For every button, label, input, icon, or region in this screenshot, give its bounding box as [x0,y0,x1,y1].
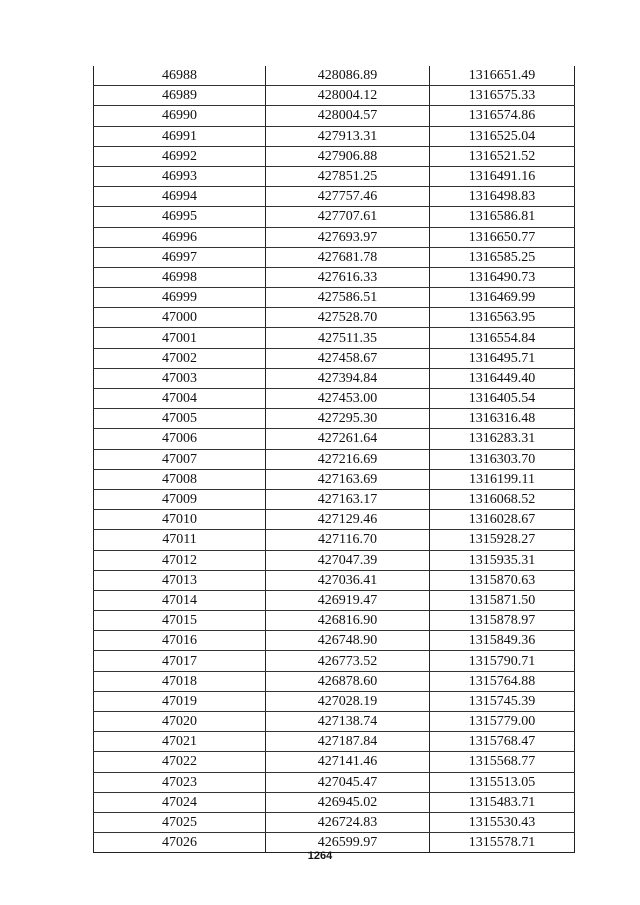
table-row [94,207,575,227]
table-row [94,611,575,631]
point-id-cell: 46991 [94,126,266,146]
table-row [94,651,575,671]
table-row [94,772,575,792]
y-coordinate-cell: 1316554.84 [430,328,575,348]
point-id-cell: 47007 [94,449,266,469]
point-id-cell: 47009 [94,489,266,509]
x-coordinate-cell: 427906.88 [266,146,430,166]
table-row [94,247,575,267]
table-row [94,86,575,106]
y-coordinate-cell: 1316498.83 [430,187,575,207]
x-coordinate-cell: 427681.78 [266,247,430,267]
table-row [94,530,575,550]
table-row [94,146,575,166]
x-coordinate-cell: 427616.33 [266,267,430,287]
y-coordinate-cell: 1315928.27 [430,530,575,550]
x-coordinate-cell: 427707.61 [266,207,430,227]
x-coordinate-cell: 427693.97 [266,227,430,247]
table-row [94,671,575,691]
x-coordinate-cell: 427851.25 [266,166,430,186]
y-coordinate-cell: 1316283.31 [430,429,575,449]
y-coordinate-cell: 1316585.25 [430,247,575,267]
point-id-cell: 47019 [94,691,266,711]
point-id-cell: 47011 [94,530,266,550]
y-coordinate-cell: 1316574.86 [430,106,575,126]
point-id-cell: 46990 [94,106,266,126]
page-number: 1264 [307,850,333,862]
table-body [94,66,575,853]
y-coordinate-cell: 1315849.36 [430,631,575,651]
x-coordinate-cell: 427453.00 [266,389,430,409]
table-row [94,187,575,207]
x-coordinate-cell: 426919.47 [266,590,430,610]
x-coordinate-cell: 427216.69 [266,449,430,469]
table-row [94,126,575,146]
x-coordinate-cell: 426816.90 [266,611,430,631]
point-id-cell: 47025 [94,812,266,832]
y-coordinate-cell: 1316303.70 [430,449,575,469]
point-id-cell: 47016 [94,631,266,651]
x-coordinate-cell: 428086.89 [266,66,430,86]
y-coordinate-cell: 1316491.16 [430,166,575,186]
table-row [94,389,575,409]
y-coordinate-cell: 1315530.43 [430,812,575,832]
x-coordinate-cell: 427163.17 [266,489,430,509]
x-coordinate-cell: 427129.46 [266,510,430,530]
table-row [94,691,575,711]
point-id-cell: 46992 [94,146,266,166]
table-row [94,489,575,509]
point-id-cell: 46999 [94,288,266,308]
y-coordinate-cell: 1315483.71 [430,792,575,812]
point-id-cell: 47000 [94,308,266,328]
point-id-cell: 46988 [94,66,266,86]
table-row [94,308,575,328]
table-row [94,429,575,449]
point-id-cell: 47003 [94,368,266,388]
table-row [94,631,575,651]
y-coordinate-cell: 1316028.67 [430,510,575,530]
coordinate-table [93,66,575,853]
y-coordinate-cell: 1315790.71 [430,651,575,671]
table-row [94,166,575,186]
table-row [94,590,575,610]
point-id-cell: 47012 [94,550,266,570]
point-id-cell: 47026 [94,833,266,853]
table-row [94,550,575,570]
y-coordinate-cell: 1316521.52 [430,146,575,166]
y-coordinate-cell: 1315568.77 [430,752,575,772]
point-id-cell: 46996 [94,227,266,247]
x-coordinate-cell: 427036.41 [266,570,430,590]
y-coordinate-cell: 1315935.31 [430,550,575,570]
table-row [94,712,575,732]
point-id-cell: 47010 [94,510,266,530]
point-id-cell: 47013 [94,570,266,590]
table-row [94,368,575,388]
x-coordinate-cell: 426878.60 [266,671,430,691]
table-row [94,288,575,308]
x-coordinate-cell: 426773.52 [266,651,430,671]
y-coordinate-cell: 1316469.99 [430,288,575,308]
y-coordinate-cell: 1315513.05 [430,772,575,792]
point-id-cell: 47024 [94,792,266,812]
y-coordinate-cell: 1316490.73 [430,267,575,287]
x-coordinate-cell: 427141.46 [266,752,430,772]
y-coordinate-cell: 1315764.88 [430,671,575,691]
point-id-cell: 47006 [94,429,266,449]
x-coordinate-cell: 426748.90 [266,631,430,651]
table-row [94,267,575,287]
point-id-cell: 46993 [94,166,266,186]
x-coordinate-cell: 427295.30 [266,409,430,429]
point-id-cell: 47018 [94,671,266,691]
point-id-cell: 47022 [94,752,266,772]
table-row [94,106,575,126]
point-id-cell: 46997 [94,247,266,267]
point-id-cell: 47008 [94,469,266,489]
x-coordinate-cell: 427511.35 [266,328,430,348]
table-row [94,510,575,530]
x-coordinate-cell: 427163.69 [266,469,430,489]
table-row [94,732,575,752]
table-row [94,227,575,247]
y-coordinate-cell: 1315878.97 [430,611,575,631]
point-id-cell: 47015 [94,611,266,631]
y-coordinate-cell: 1316575.33 [430,86,575,106]
table-row [94,328,575,348]
point-id-cell: 47005 [94,409,266,429]
x-coordinate-cell: 427045.47 [266,772,430,792]
table-row [94,348,575,368]
table-row [94,812,575,832]
point-id-cell: 47021 [94,732,266,752]
y-coordinate-cell: 1315578.71 [430,833,575,853]
x-coordinate-cell: 427047.39 [266,550,430,570]
y-coordinate-cell: 1316068.52 [430,489,575,509]
x-coordinate-cell: 427394.84 [266,368,430,388]
table-row [94,792,575,812]
x-coordinate-cell: 428004.57 [266,106,430,126]
x-coordinate-cell: 426945.02 [266,792,430,812]
y-coordinate-cell: 1316495.71 [430,348,575,368]
x-coordinate-cell: 427116.70 [266,530,430,550]
y-coordinate-cell: 1316651.49 [430,66,575,86]
x-coordinate-cell: 427458.67 [266,348,430,368]
y-coordinate-cell: 1316563.95 [430,308,575,328]
x-coordinate-cell: 427913.31 [266,126,430,146]
y-coordinate-cell: 1316449.40 [430,368,575,388]
x-coordinate-cell: 426599.97 [266,833,430,853]
point-id-cell: 47004 [94,389,266,409]
y-coordinate-cell: 1316405.54 [430,389,575,409]
y-coordinate-cell: 1316525.04 [430,126,575,146]
table-row [94,449,575,469]
x-coordinate-cell: 427261.64 [266,429,430,449]
y-coordinate-cell: 1316586.81 [430,207,575,227]
point-id-cell: 47001 [94,328,266,348]
table-row [94,409,575,429]
point-id-cell: 47023 [94,772,266,792]
point-id-cell: 46989 [94,86,266,106]
x-coordinate-cell: 426724.83 [266,812,430,832]
x-coordinate-cell: 428004.12 [266,86,430,106]
point-id-cell: 46994 [94,187,266,207]
point-id-cell: 46998 [94,267,266,287]
y-coordinate-cell: 1315870.63 [430,570,575,590]
x-coordinate-cell: 427528.70 [266,308,430,328]
x-coordinate-cell: 427028.19 [266,691,430,711]
point-id-cell: 46995 [94,207,266,227]
point-id-cell: 47014 [94,590,266,610]
y-coordinate-cell: 1315779.00 [430,712,575,732]
x-coordinate-cell: 427138.74 [266,712,430,732]
y-coordinate-cell: 1316199.11 [430,469,575,489]
point-id-cell: 47002 [94,348,266,368]
x-coordinate-cell: 427586.51 [266,288,430,308]
y-coordinate-cell: 1315745.39 [430,691,575,711]
point-id-cell: 47017 [94,651,266,671]
y-coordinate-cell: 1316316.48 [430,409,575,429]
y-coordinate-cell: 1316650.77 [430,227,575,247]
y-coordinate-cell: 1315871.50 [430,590,575,610]
x-coordinate-cell: 427187.84 [266,732,430,752]
y-coordinate-cell: 1315768.47 [430,732,575,752]
table-row [94,570,575,590]
table-row [94,66,575,86]
table-row [94,469,575,489]
x-coordinate-cell: 427757.46 [266,187,430,207]
point-id-cell: 47020 [94,712,266,732]
table-row [94,752,575,772]
